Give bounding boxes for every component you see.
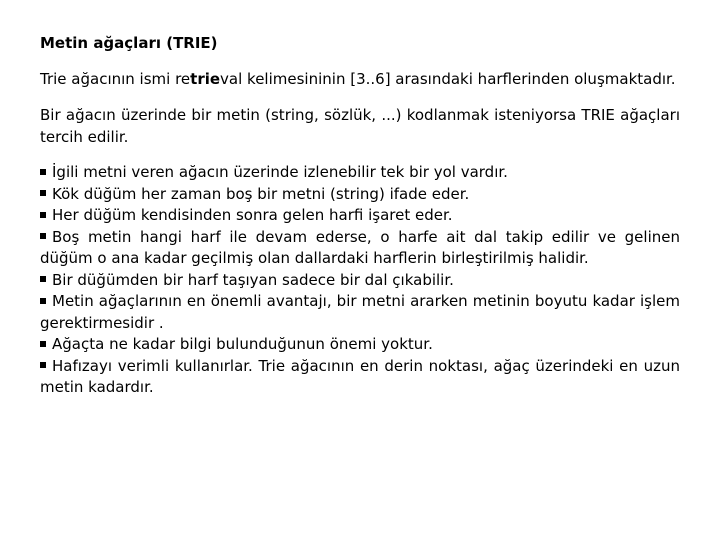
- bullet-item: [40, 227, 680, 270]
- bullet-icon: [40, 362, 46, 368]
- description-paragraph: Bir ağacın üzerinde bir metin (string, sözlük, ...) kodlanmak isteniyorsa TRIE ağaçları tercih edilir.: [40, 106, 680, 146]
- bullet-text: Kök düğüm her zaman boş bir metni (string) ifade eder.: [52, 184, 470, 203]
- bullet-text: İgili metni veren ağacın üzerinde izlenebilir tek bir yol vardır.: [52, 163, 508, 181]
- bullet-text: Her düğüm kendisinden sonra gelen harfi işaret eder.: [52, 206, 453, 224]
- bullet-item: [40, 184, 680, 206]
- bullet-item: [40, 162, 680, 184]
- bullet-item: [40, 270, 680, 292]
- bullet-icon: [40, 276, 46, 282]
- bullet-list: [40, 162, 680, 399]
- intro-text-after: val kelimesininin [3..6] arasındaki harflerinden oluşmaktadır.: [220, 70, 676, 88]
- bullet-item: [40, 291, 680, 334]
- bullet-icon: [40, 341, 46, 347]
- bullet-icon: [40, 190, 46, 196]
- bullet-text: Ağaçta ne kadar bilgi bulunduğunun önemi yoktur.: [52, 335, 433, 353]
- bullet-item: [40, 205, 680, 227]
- bullet-text: Hafızayı verimli kullanırlar. Trie ağacının en derin noktası, ağaç üzerindeki en uzun metin kadardır.: [40, 356, 680, 396]
- slide-title: Metin ağaçları (TRIE): [40, 34, 218, 52]
- slide: [40, 32, 680, 399]
- intro-highlight: trie: [190, 70, 221, 88]
- intro-paragraph: [40, 68, 680, 90]
- bullet-icon: [40, 169, 46, 175]
- bullet-icon: [40, 233, 46, 239]
- bullet-text: Metin ağaçlarının en önemli avantajı, bir metni ararken metinin boyutu kadar işlem gerektirmesidir .: [40, 292, 680, 332]
- bullet-text: Bir düğümden bir harf taşıyan sadece bir dal çıkabilir.: [52, 270, 454, 289]
- bullet-item: [40, 356, 680, 399]
- bullet-text: Boş metin hangi harf ile devam ederse, o harfe ait dal takip edilir ve gelinen düğüm o ana kadar geçilmiş olan dallardaki harflerin birleştirilmiş halidir.: [40, 227, 680, 267]
- bullet-icon: [40, 212, 46, 218]
- bullet-item: [40, 334, 680, 356]
- intro-text-before: Trie ağacının ismi re: [40, 70, 191, 88]
- bullet-icon: [40, 298, 46, 304]
